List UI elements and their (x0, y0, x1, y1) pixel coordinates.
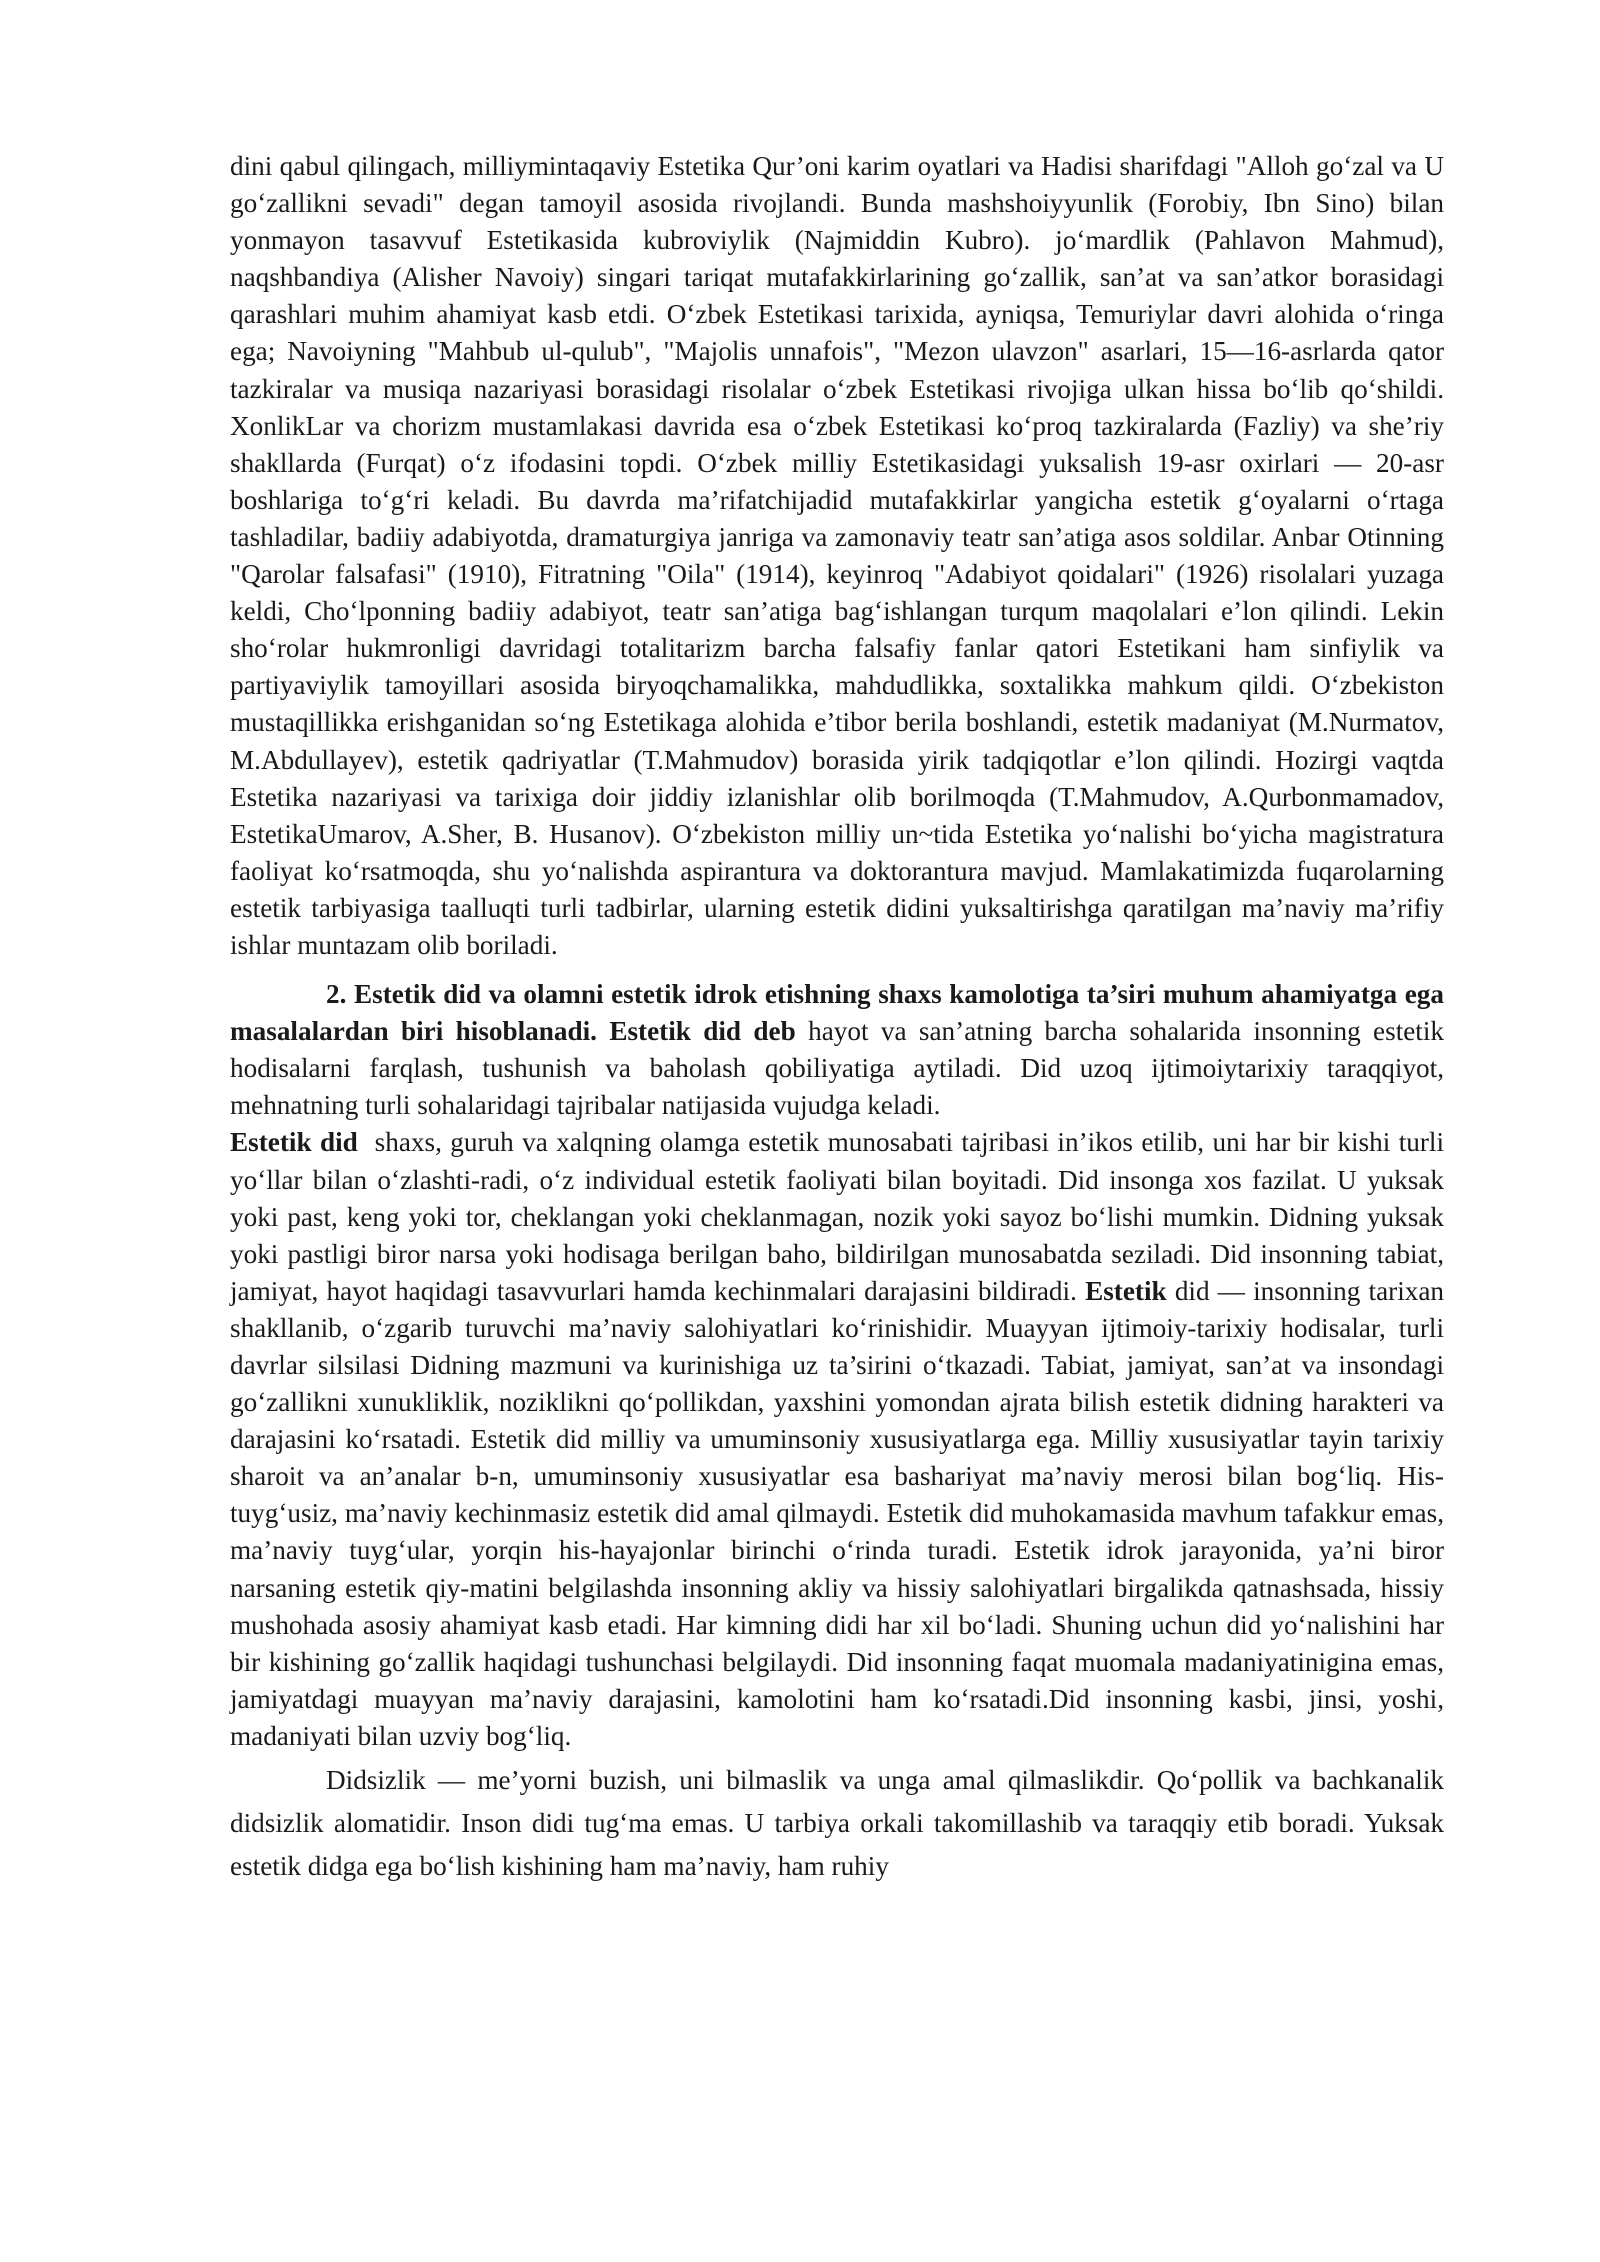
did-characteristics-text: did — insonning tarixan shakllanib, o‘zgarib turuvchi ma’naviy salohiyatlari ko‘rinishidir. Muayyan ijtimoiy-tarixiy hodisalar, turli davrlar silsilasi Didning mazmuni va kurinishiga uz ta’sirini o‘tkazadi. Tabiat, jamiyat, san’at va insondagi go‘zallikni xunukliklik, noziklikni qo‘pollikdan, yaxshini yomondan ajrata bilish estetik didning harakteri va darajasini ko‘rsatadi. Estetik did milliy va umuminsoniy xususiyatlarga ega. Milliy xususiyatlar tayin tarixiy sharoit va an’analar b-n, umuminsoniy xususiyatlar esa bashariyat ma’naviy merosi bilan bog‘liq. His-tuyg‘usiz, ma’naviy kechinmasiz estetik did amal qilmaydi. Estetik did muhokamasida mavhum tafakkur emas, ma’naviy tuyg‘ular, yorqin his-hayajonlar birinchi o‘rinda turadi. Estetik idrok jarayonida, ya’ni biror narsaning estetik qiy-matini belgilashda insonning akliy va hissiy salohiyatlari birgalikda qatnashsada, hissiy mushohada asosiy ahamiyat kasb etadi. Har kimning didi har xil bo‘ladi. Shuning uchun did yo‘nalishini har bir kishining go‘zallik haqidagi tushunchasi belgilaydi. Did insonning faqat muomala madaniyatinigina emas, jamiyatdagi muayyan ma’naviy darajasini, kamolotini ham ko‘rsatadi.Did insonning kasbi, jinsi, yoshi, madaniyati bilan uzviy bog‘liq. (230, 1275, 1445, 1751)
did-description-text: shaxs, guruh va xalqning olamga estetik munosabati tajribasi in’ikos etilib, uni har bir kishi turli yo‘llar bilan o‘zlashti-radi, o‘z individual estetik faoliyati bilan boyitadi. Did insonga xos fazilat. U yuksak yoki past, keng yoki tor, cheklangan yoki cheklanmagan, nozik yoki sayoz bo‘lishi mumkin. Didning yuksak yoki pastligi biror narsa yoki hodisaga berilgan baho, bildirilgan munosabatda seziladi. Did insonning tabiat, jamiyat, hayot haqidagi tasavvurlari hamda kechinmalari darajasini bildiradi. (230, 1127, 1445, 1306)
document-page (230, 148, 1444, 1888)
paragraph-didsizlik: Didsizlik — me’yorni buzish, uni bilmaslik va unga amal qilmaslikdir. Qo‘pollik va bachkanalik didsizlik alomatidir. Inson didi tug‘ma emas. U tarbiya orkali takomillashib va taraqqiy etib boradi. Yuksak estetik didga ega bo‘lish kishining ham ma’naviy, ham ruhiy (230, 1765, 1444, 1882)
paragraph-section-2 (230, 976, 1444, 1755)
term-estetik-did: Estetik did (230, 1127, 358, 1158)
paragraph-history: dini qabul qilingach, milliymintaqaviy Estetika Qur’oni karim oyatlari va Hadisi sharifdagi "Alloh go‘zal va U go‘zallikni sevadi" degan tamoyil asosida rivojlandi. Bunda mashshoiyyunlik (Forobiy, Ibn Sino) bilan yonmayon tasavvuf Estetikasida kubroviylik (Najmiddin Kubro). jo‘mardlik (Pahlavon Mahmud), naqshbandiya (Alisher Navoiy) singari tariqat mutafakkirlarining go‘zallik, san’at va san’atkor borasidagi qarashlari muhim ahamiyat kasb etdi. O‘zbek Estetikasi tarixida, ayniqsa, Temuriylar davri alohida o‘ringa ega; Navoiyning "Mahbub ul-qulub", "Majolis unnafois", "Mezon ulavzon" asarlari, 15—16-asrlarda qator tazkiralar va musiqa nazariyasi borasidagi risolalar o‘zbek Estetikasi rivojiga ulkan hissa bo‘lib qo‘shildi. XonlikLar va chorizm mustamlakasi davrida esa o‘zbek Estetikasi ko‘proq tazkiralarda (Fazliy) va she’riy shakllarda (Furqat) o‘z ifodasini topdi. O‘zbek milliy Estetikasidagi yuksalish 19-asr oxirlari — 20-asr boshlariga to‘g‘ri keladi. Bu davrda ma’rifatchijadid mutafakkirlar yangicha estetik g‘oyalarni o‘rtaga tashladilar, badiiy adabiyotda, dramaturgiya janriga va zamonaviy teatr san’atiga asos soldilar. Anbar Otinning "Qarolar falsafasi" (1910), Fitratning "Oila" (1914), keyinroq "Adabiyot qoidalari" (1926) risolalari yuzaga keldi, Cho‘lponning badiiy adabiyot, teatr san’atiga bag‘ishlangan turqum maqolalari e’lon qilindi. Lekin sho‘rolar hukmronligi davridagi totalitarizm barcha falsafiy fanlar qatori Estetikani ham sinfiylik va partiyaviylik tamoyillari asosida biryoqchamalikka, mahdudlikka, soxtalikka mahkum qildi. O‘zbekiston mustaqillikka erishganidan so‘ng Estetikaga alohida e’tibor berila boshlandi, estetik madaniyat (M.Nurmatov, M.Abdullayev), estetik qadriyatlar (T.Mahmudov) borasida yirik tadqiqotlar e’lon qilindi. Hozirgi vaqtda Estetika nazariyasi va tarixiga doir jiddiy izlanishlar olib borilmoqda (T.Mahmudov, A.Qurbonmamadov, EstetikaUmarov, A.Sher, B. Husanov). O‘zbekiston milliy un~tida Estetika yo‘nalishi bo‘yicha magistratura faoliyat ko‘rsatmoqda, shu yo‘nalishda aspirantura va doktorantura mavjud. Mamlakatimizda fuqarolarning estetik tarbiyasiga taalluqti turli tadbirlar, ularning estetik didini yuksaltirishga qaratilgan ma’naviy ma’rifiy ishlar muntazam olib boriladi. (230, 151, 1444, 960)
term-estetik-did-deb: Estetik did deb (609, 1016, 796, 1047)
definition-text: hayot va san’atning barcha sohalarida insonning estetik hodisalarni farqlash, tushunish va baholash qobiliyatiga aytiladi. Did uzoq ijtimoiytarixiy taraqqiyot, mehnatning turli sohalaridagi tajribalar natijasida vujudga keladi. (230, 1016, 1445, 1121)
term-estetik: Estetik (1085, 1275, 1167, 1306)
section-heading: 2. Estetik did va olamni estetik idrok etishning shaxs kamolotiga ta’siri muhum ahamiyatga ega masalalardan biri hisoblanadi. (230, 979, 1444, 1047)
